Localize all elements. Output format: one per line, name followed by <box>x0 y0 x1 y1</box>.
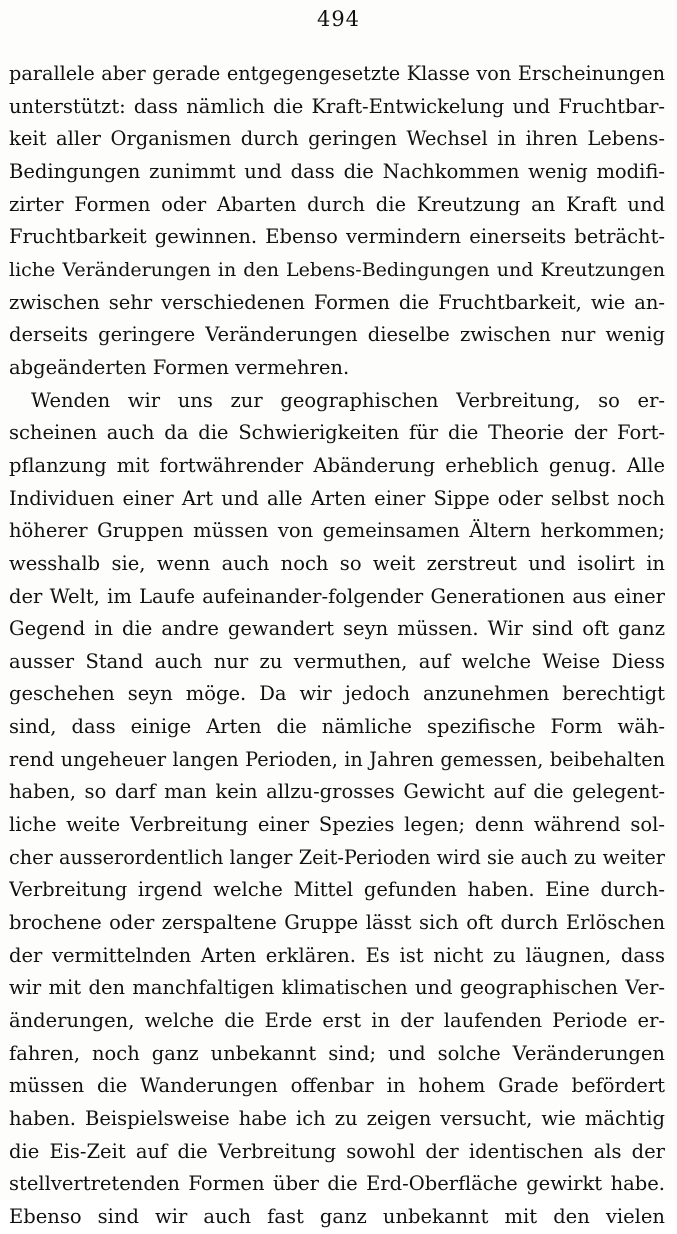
text-line: änderungen, welche die Erde erst in der laufenden Periode er- <box>9 1009 665 1033</box>
text-line: müssen die Wanderungen offenbar in hohem Grade befördert <box>9 1074 665 1098</box>
text-line: Verbreitung irgend welche Mittel gefunden haben. Eine durch- <box>9 878 665 902</box>
text-line: Wenden wir uns zur geographischen Verbreitung, so er- <box>31 388 665 412</box>
text-line: wesshalb sie, wenn auch noch so weit zerstreut und isolirt in <box>9 551 665 575</box>
text-line: pflanzung mit fortwährender Abänderung erheblich genug. Alle <box>9 453 665 477</box>
text-line: rend ungeheuer langen Perioden, in Jahren gemessen, beibehalten <box>9 747 665 771</box>
text-line: parallele aber gerade entgegengesetzte Klasse von Erscheinungen <box>9 62 665 85</box>
text-line: keit aller Organismen durch geringen Wechsel in ihren Lebens- <box>9 127 665 151</box>
text-line: derseits geringere Veränderungen dieselbe zwischen nur wenig <box>9 323 665 347</box>
text-line: zirter Formen oder Abarten durch die Kreutzung an Kraft und <box>9 192 665 216</box>
text-line: haben. Beispielsweise habe ich zu zeigen versucht, wie mächtig <box>9 1107 665 1130</box>
text-line: sind, dass einige Arten die nämliche spezifische Form wäh- <box>9 715 665 739</box>
text-line: ausser Stand auch nur zu vermuthen, auf welche Weise Diess <box>9 649 665 673</box>
body-text <box>9 58 665 1234</box>
text-line: wir mit den manchfaltigen klimatischen und geographischen Ver- <box>9 976 665 1000</box>
text-line: haben, so darf man kein allzu-grosses Gewicht auf die gelegent- <box>9 780 665 804</box>
text-line: brochene oder zerspaltene Gruppe lässt sich oft durch Erlöschen <box>9 911 665 935</box>
text-line: zwischen sehr verschiedenen Formen die Fruchtbarkeit, wie an- <box>9 290 665 314</box>
text-line: Ebenso sind wir auch fast ganz unbekannt mit den vielen <box>9 1204 665 1228</box>
text-line: Fruchtbarkeit gewinnen. Ebenso vermindern einerseits beträcht- <box>9 225 665 249</box>
text-line: geschehen seyn möge. Da wir jedoch anzunehmen berechtigt <box>9 682 665 706</box>
page-number: 494 <box>316 7 361 31</box>
text-line: cher ausserordentlich langer Zeit-Perioden wird sie auch zu weiter <box>9 845 665 869</box>
text-line: der vermittelnden Arten erklären. Es ist nicht zu läugnen, dass <box>9 943 665 967</box>
text-line: Bedingungen zunimmt und dass die Nachkommen wenig modifi- <box>9 159 665 183</box>
text-line: stellvertretenden Formen über die Erd-Oberfläche gewirkt habe. <box>9 1172 665 1196</box>
text-line: die Eis-Zeit auf die Verbreitung sowohl der identischen als der <box>9 1139 665 1163</box>
text-line: liche Veränderungen in den Lebens-Bedingungen und Kreutzungen <box>9 258 665 281</box>
text-line: der Welt, im Laufe aufeinander-folgender Generationen aus einer <box>9 584 665 608</box>
text-line: liche weite Verbreitung einer Spezies legen; denn während sol- <box>9 813 665 837</box>
text-line: Individuen einer Art und alle Arten einer Sippe oder selbst noch <box>9 486 665 510</box>
text-line: unterstützt: dass nämlich die Kraft-Entwickelung und Fruchtbar- <box>9 94 665 118</box>
text-line: abgeänderten Formen vermehren. <box>9 355 350 379</box>
text-line: fahren, noch ganz unbekannt sind; und solche Veränderungen <box>9 1041 665 1065</box>
text-line: Gegend in die andre gewandert seyn müssen. Wir sind oft ganz <box>9 617 665 641</box>
text-line: höherer Gruppen müssen von gemeinsamen Ältern herkommen; <box>9 519 665 543</box>
text-line: scheinen auch da die Schwierigkeiten für die Theorie der Fort- <box>9 421 665 445</box>
